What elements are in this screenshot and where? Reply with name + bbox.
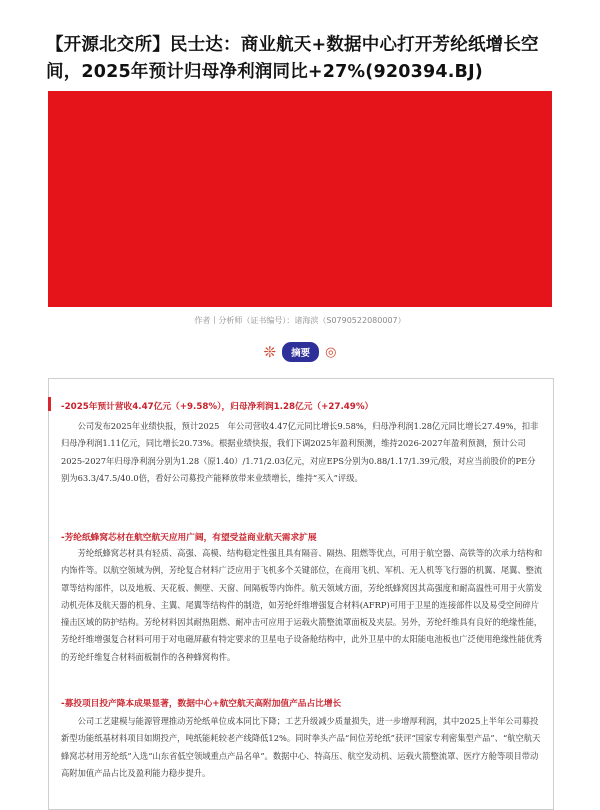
abstract-card: [48, 378, 554, 810]
sun-icon: ❊: [263, 342, 277, 361]
section-body: 芳纶纸蜂窝芯材具有轻质、高强、高模、结构稳定性强且具有隔音、隔热、阻燃等优点，可用于航空器、高铁等的次承力结构和内饰件等。以航空领域为例，芳纶复合材料广泛应用于飞机多个关键部位，在商用飞机、军机、无人机等飞行器的机翼、尾翼、整流罩等结构部件，以及地板、天花板、侧壁、天窗、间隔板等内饰件。航天领域方面，芳纶纸蜂窝因其高强度和耐高温性可用于火箭发动机壳体及航天器的机身、主翼、尾翼等结构件的制造，如芳纶纤维增强复合材料(AFRP)可用于卫星的连接部件以及易受空间碎片撞击区域的防护结构。芳纶材料因其耐热阻燃、耐冲击可应用于运载火箭整流罩面板及夹层。另外，芳纶纤维具有良好的绝缘性能，芳纶纤维增强复合材料可用于对电磁屏蔽有特定要求的卫星电子设备舱结构中，此外卫星中的太阳能电池板也广泛使用绝缘性能优秀的芳纶纤维复合材料面板制作的各种蜂窝构件。: [61, 548, 543, 662]
section-heading: -募投项目投产降本成果显著，数据中心+航空航天高附加值产品占比增长: [61, 699, 342, 709]
article-title: 【开源北交所】民士达：商业航天+数据中心打开芳纶纸增长空间，2025年预计归母净利润同比+27%(920394.BJ): [46, 35, 539, 82]
abstract-label: 摘要: [282, 342, 319, 362]
abstract-header: [48, 342, 552, 362]
section-heading: -2025年预计营收4.47亿元（+9.58%），归母净利润1.28亿元（+27.49%）: [61, 402, 374, 412]
section-accent-bar: [48, 397, 51, 411]
author-line: 作者丨分析师（证书编号）：诸海滨（S0790522080007）: [194, 316, 406, 325]
section-heading: -芳纶纸蜂窝芯材在航空航天应用广阔，有望受益商业航天需求扩展: [61, 533, 317, 543]
section-body: 公司工艺建模与能源管理推动芳纶纸单位成本同比下降；工艺升级减少质量损失，进一步增厚利润，其中2025上半年公司募投新型功能纸基材料项目如期投产，吨纸能耗较老产线降低12%。同时拳头产品“间位芳纶纸”获评“国家专利密集型产品”、“航空航天蜂窝芯材用芳纶纸”入选“山东省低空领域重点产品名单”。数据中心、特高压、航空发动机、运载火箭整流罩、医疗方舱等项目带动高附加值产品占比及盈利能力稳步提升。: [61, 716, 541, 778]
section-body: 公司发布2025年业绩快报，预计2025 年公司营收4.47亿元同比增长9.58%，归母净利润1.28亿元同比增长27.49%，扣非归母净利润1.11亿元，同比增长20.73%。根据业绩快报，我们下调2025年盈利预测，维持2026-2027年盈利预测，预计公司2025-2027年归母净利润分别为1.28（原1.40）/1.71/2.03亿元，对应EPS分别为0.88/1.17/1.39元/股，对应当前股价的PE分别为63.3/47.5/40.0倍，看好公司募投产能释放带来业绩增长，维持“买入”评级。: [61, 421, 539, 483]
ring-icon: ◎: [325, 344, 337, 360]
cover-image: [48, 91, 552, 307]
